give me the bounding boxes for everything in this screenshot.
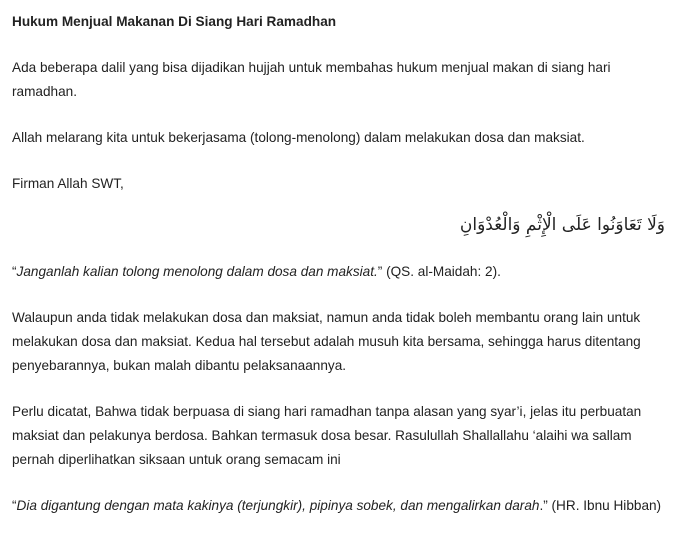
paragraph-firman: Firman Allah SWT, <box>12 176 124 191</box>
quote-translation-text: Janganlah kalian tolong menolong dalam dosa dan maksiat. <box>16 264 378 279</box>
paragraph-note: Perlu dicatat, Bahwa tidak berpuasa di siang hari ramadhan tanpa alasan yang syar’i, jelas itu perbuatan maksiat dan pelakunya berdosa. Bahkan termasuk dosa besar. Rasulullah Shallallahu ‘alaihi wa sallam pernah diperlihatkan siksaan untuk orang semacam ini <box>12 404 642 467</box>
paragraph-prohibition: Allah melarang kita untuk bekerjasama (tolong-menolong) dalam melakukan dosa dan maksiat. <box>12 130 585 145</box>
hadith-source: .” (HR. Ibnu Hibban) <box>539 498 662 513</box>
quote-source: ” (QS. al-Maidah: 2). <box>377 264 501 279</box>
arabic-verse: وَلَا تَعَاوَنُوا عَلَى الْإِثْمِ وَالْعُدْوَانِ <box>459 215 665 235</box>
paragraph-intro: Ada beberapa dalil yang bisa dijadikan hujjah untuk membahas hukum menjual makan di siang hari ramadhan. <box>12 60 611 99</box>
article-body <box>12 10 667 540</box>
paragraph-explanation: Walaupun anda tidak melakukan dosa dan maksiat, namun anda tidak boleh membantu orang lain untuk melakukan dosa dan maksiat. Kedua hal tersebut adalah musuh kita bersama, sehingga harus ditentang penyebarannya, bukan malah dibantu pelaksanaannya. <box>12 310 641 373</box>
quote-translation <box>12 260 667 284</box>
quote-hadith <box>12 494 667 518</box>
article-title: Hukum Menjual Makanan Di Siang Hari Ramadhan <box>12 14 337 29</box>
quote-open-mark: “ <box>12 264 17 279</box>
hadith-open-mark: “ <box>12 498 17 513</box>
hadith-text: Dia digantung dengan mata kakinya (terjungkir), pipinya sobek, dan mengalirkan darah <box>16 498 540 513</box>
